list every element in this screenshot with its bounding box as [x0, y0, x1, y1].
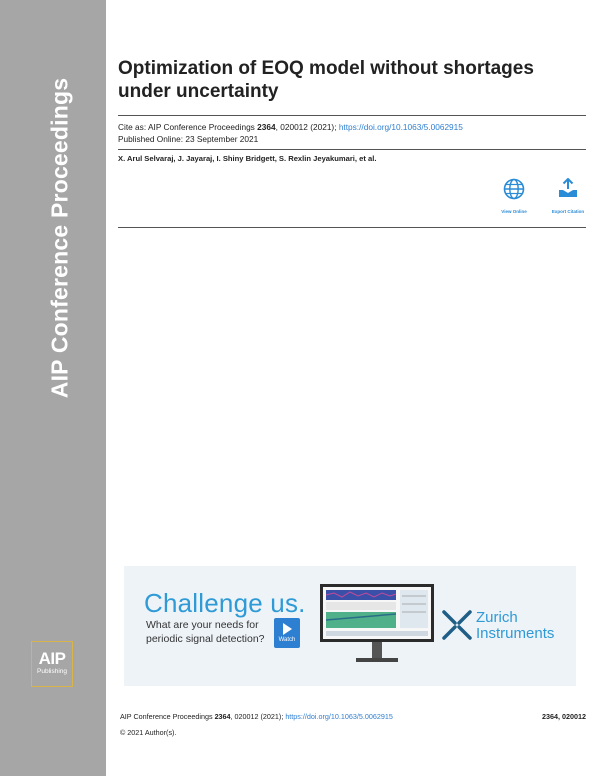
brand-line1: Zurich	[476, 609, 518, 626]
footer-rest: , 020012 (2021);	[230, 712, 286, 721]
view-online-button[interactable]	[492, 178, 536, 214]
ad-subtext: What are your needs for periodic signal detection?	[146, 619, 265, 645]
journal-name: AIP Conference Proceedings	[46, 77, 73, 399]
globe-icon	[503, 178, 525, 200]
export-citation-label: Export Citation	[551, 209, 585, 214]
watch-button[interactable]	[274, 618, 300, 648]
logo-text: AIP	[38, 649, 66, 668]
aip-publishing-logo[interactable]	[31, 641, 73, 687]
published-date: Published Online: 23 September 2021	[118, 134, 259, 144]
watch-label: Watch	[278, 637, 296, 643]
sidebar	[0, 0, 106, 776]
article-title: Optimization of EOQ model without shortages under uncertainty	[118, 58, 534, 102]
monitor-image	[320, 584, 434, 666]
footer-page-ref	[542, 712, 586, 721]
author-list: X. Arul Selvaraj, J. Jayaraj, I. Shiny Bridgett, S. Rexlin Jeyakumari, et al.	[118, 154, 377, 163]
footer-journal: AIP Conference Proceedings	[120, 712, 215, 721]
footer-volume: 2364	[214, 712, 231, 721]
citation-line	[118, 122, 463, 132]
brand-line2: Instruments	[476, 625, 555, 642]
logo-subtext: Publishing	[37, 668, 67, 675]
ad-headline: Challenge us.	[144, 588, 306, 618]
view-online-label: View Online	[501, 209, 527, 214]
divider	[118, 227, 586, 228]
divider	[118, 115, 586, 116]
cite-rest: , 020012 (2021);	[275, 122, 339, 132]
zurich-instruments-icon	[442, 610, 472, 640]
footer-citation	[120, 712, 393, 721]
play-icon	[283, 623, 292, 635]
cite-volume: 2364	[257, 122, 276, 132]
footer-page-ref-text: 2364, 020012	[542, 712, 586, 721]
export-citation-button[interactable]	[546, 178, 590, 214]
doi-link[interactable]: https://doi.org/10.1063/5.0062915	[338, 122, 463, 132]
export-icon	[556, 178, 580, 200]
divider	[118, 149, 586, 150]
advertisement-banner[interactable]	[124, 566, 576, 686]
zurich-instruments-logo-text	[476, 610, 554, 642]
cite-prefix: Cite as: AIP Conference Proceedings	[118, 122, 258, 132]
footer-doi-link[interactable]: https://doi.org/10.1063/5.0062915	[285, 712, 393, 721]
copyright-notice: © 2021 Author(s).	[120, 728, 177, 737]
